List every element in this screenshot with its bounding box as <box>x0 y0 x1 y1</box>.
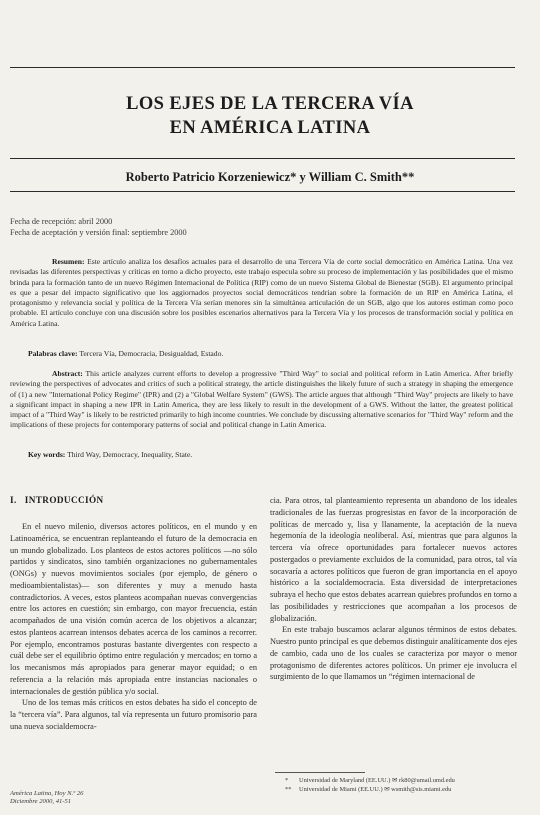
right-paragraph-1: cia. Para otros, tal planteamiento representa un abandono de los ideales tradicionales de las fuerzas progresistas en favor de la incorporación de políticas de mercado y, lisa y llanamente, la aceptación de la nueva hegemonía de la ideología neoliberal. Así, mientras que para algunos la tercera vía ofrece oportunidades para fortalecer nuevos actores postergados o previamente excluidos de la comunidad, para otros, tal vía socavaría a actores políticos que fueron de gran importancia en el apoyo histórico a la socialdemocracia. Esta diversidad de interpretaciones subraya el hecho que estos debates acarrean quiebres profundos en torno a las posibilidades y restricciones que acompañan a los procesos de globalización. <box>270 496 517 623</box>
left-paragraph-2: Uno de los temas más críticos en estos debates ha sido el concepto de la “tercera vía”. Para algunos, tal vía representa un futuro promisorio para una nueva socialdemocra- <box>10 698 257 731</box>
footnote-1-text: Universidad de Maryland (EE.UU.) ✉ rk80@umail.umd.edu <box>299 777 455 784</box>
abstract-label: Abstract: <box>52 369 83 378</box>
resumen-block <box>10 257 513 329</box>
section-heading: I. INTRODUCCIÓN <box>10 495 104 505</box>
received-date: Fecha de recepción: abril 2000 <box>10 217 113 226</box>
article-title-line-2: EN AMÉRICA LATINA <box>169 118 371 138</box>
accepted-date: Fecha de aceptación y versión final: septiembre 2000 <box>10 227 187 237</box>
authors-top-rule <box>10 158 515 159</box>
footnote-2-mark: ** <box>285 786 292 793</box>
right-paragraph-2: En este trabajo buscamos aclarar algunos términos de estos debates. Nuestro punto principal es que debemos distinguir analíticamente dos ejes de cambio, cada uno de los cuales se caracteriza por mayor o menor protagonismo de diferentes actores políticos. Un primer eje involucra el surgimiento de lo que llamamos un “régimen internacional de <box>270 625 517 682</box>
key-words-text: Third Way, Democracy, Inequality, State. <box>67 450 193 459</box>
footnote-2-text: Universidad de Miami (EE.UU.) ✉ wsmith@sis.miami.edu <box>299 786 452 793</box>
palabras-clave-text: Tercera Vía, Democracia, Desigualdad, Estado. <box>79 349 224 358</box>
abstract-block <box>10 369 513 431</box>
footnote-rule <box>275 772 365 773</box>
left-column <box>10 521 257 733</box>
journal-name: América Latina, Hoy N.º 26 <box>10 790 84 797</box>
right-column <box>270 495 517 683</box>
palabras-clave <box>28 349 223 359</box>
article-title-line-1: LOS EJES DE LA TERCERA VÍA <box>126 94 414 114</box>
journal-citation <box>10 790 83 807</box>
resumen-text: Este artículo analiza los desafíos actuales para el desarrollo de una Tercera Vía de corte social democrático en América Latina. Una vez revisadas las diferentes perspectivas y críticas en torno a dicho proyecto, este trabajo especula sobre su proceso de implementación y las posibilidades que el mismo brinda para la formación tanto de un nuevo Régimen Internacional de Política (RIP) como de un nuevo Sistema Global de Bienestar (SGB). El argumento principal es que a pesar del impacto significativo que los aggiornados proyectos social democráticos tendrían sobre la formación de un RIP en América Latina, el protagonismo y relevancia social y política de la Tercera Vía serían menores sin la simultánea articulación de un SGB, algo que los autores estiman como poco probable. El artículo concluye con una discusión sobre los posibles escenarios alternativos para la Tercera Vía y los procesos de transformación social y política en América Latina. <box>10 257 513 328</box>
footnote-1-mark: * <box>285 777 289 784</box>
resumen-label: Resumen: <box>52 257 85 266</box>
key-words <box>28 450 192 460</box>
authors-bottom-rule <box>10 191 515 192</box>
article-authors: Roberto Patricio Korzeniewicz* y William C. Smith** <box>125 170 415 184</box>
key-words-label: Key words: <box>28 450 66 459</box>
journal-issue: Diciembre 2000, 41-51 <box>10 798 72 806</box>
article-dates <box>10 217 187 238</box>
footnote-2 <box>285 786 451 794</box>
palabras-clave-label: Palabras clave: <box>28 349 78 358</box>
left-paragraph-1: En el nuevo milenio, diversos actores políticos, en el mundo y en Latinoamérica, se encuentran replanteando el futuro de la democracia en un mundo globalizado. Los planteos de estos actores políticos —no sólo partidos y sindicatos, sino también organizaciones no gubernamentales (ONGs) y nuevos movimientos sociales (por ejemplo, de género o medioambientalistas)— son diferentes y muy a menudo hasta contradictorios. A veces, estos planteos acompañan nuevas convergencias entre los actores en cuestión; sin embargo, con mayor frecuencia, están acompañados de una visión común acerca de los objetivos a alcanzar; estos planteos acarrean intensos debates acerca de los caminos a recorrer. Por ejemplo, encontramos posturas bastante divergentes con respecto a cuál debe ser el equilibrio óptimo entre regulación y mercados; en torno a los mecanismos más apropiados para generar mayor equidad; o en referencia a la relación más apropiada entre instancias nacionales o internacionales de gestión pública y/o social. <box>10 522 257 696</box>
footnote-1 <box>285 777 455 785</box>
top-rule <box>10 67 515 68</box>
abstract-text: This article analyzes current efforts to develop a progressive "Third Way" to social and political reform in Latin America. After briefly reviewing the perspectives of advocates and critics of such a political strategy, the article distinguishes the likely future of such a strategy in shaping the emergence of (1) a new "International Policy Regime" (IPR) and (2) a "Global Welfare System" (GWS). The article argues that although "Third Way" projects are likely to have a significant impact in shaping a new IPR in Latin America, they are less likely to result in the development of a GWS. Without the latter, the greatest political impact of a "Third Way" is likely to be restricted primarily to high income countries. We conclude by discussing alternative scenarios for "Third Way" reform and the implications of these projects for contemporary patterns of social and political change in Latin America. <box>10 369 513 430</box>
